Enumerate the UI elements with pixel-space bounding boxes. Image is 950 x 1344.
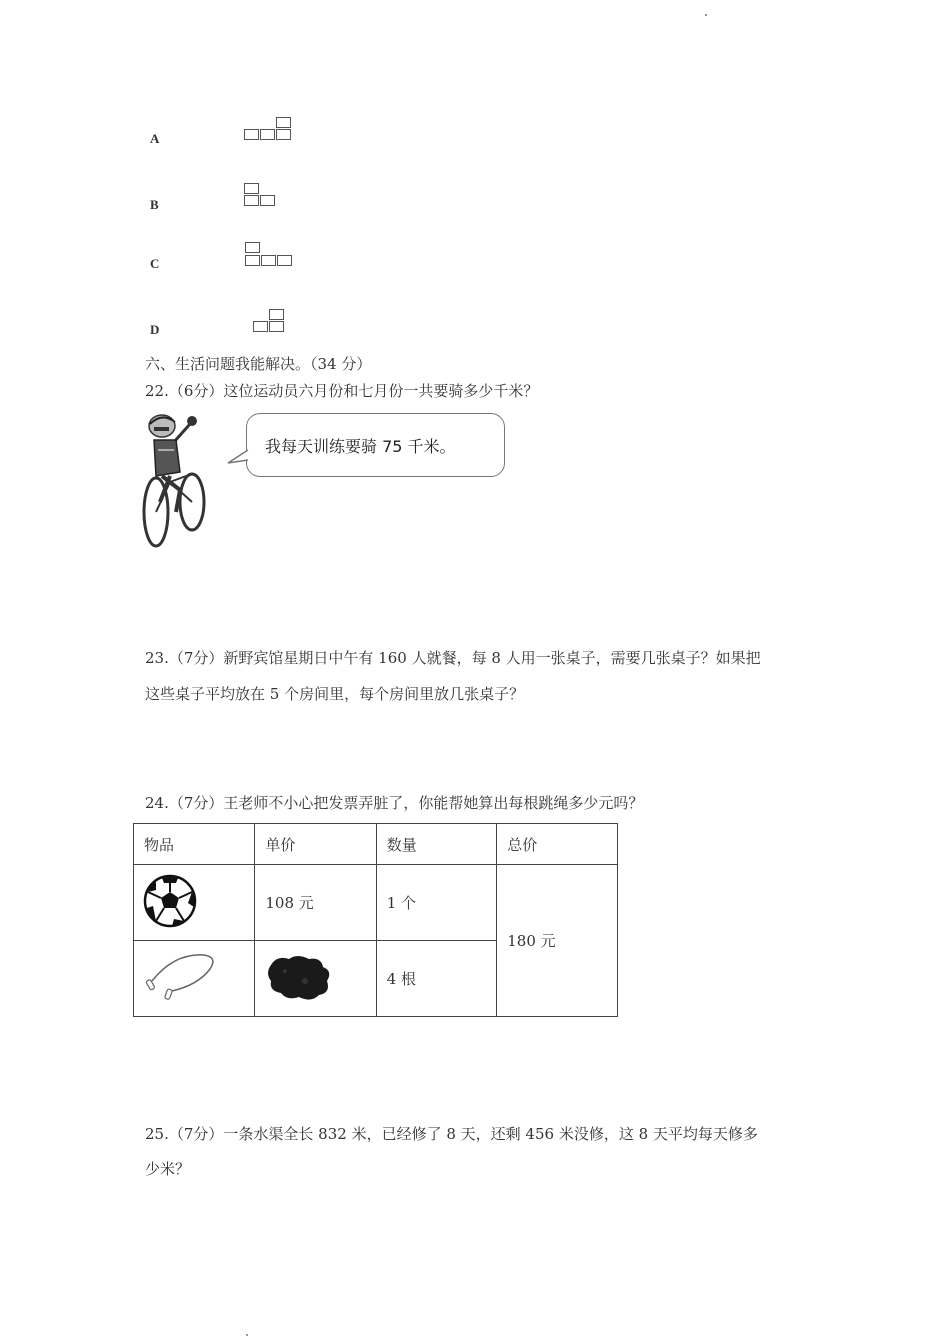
ink-stain-icon (265, 951, 335, 1003)
option-b-label: B (150, 197, 159, 212)
question-25-line1: 25.（7分）一条水渠全长 832 米，已经修了 8 天，还剩 456 米没修，这 8 天平均每天修多 (145, 1125, 758, 1143)
soccer-ball-icon (142, 873, 198, 929)
table-row (134, 865, 618, 941)
speech-bubble-tail (227, 448, 249, 468)
option-a-label: A (150, 131, 160, 146)
question-22: 22.（6分）这位运动员六月份和七月份一共要骑多少千米？ (145, 382, 539, 400)
table-header-row (134, 824, 618, 865)
unit-price-cell (255, 941, 376, 1017)
item-cell (134, 941, 255, 1017)
cyclist-illustration (140, 410, 215, 550)
question-23-line2: 这些桌子平均放在 5 个房间里，每个房间里放几张桌子？ (145, 685, 525, 703)
page-mark-top (705, 14, 707, 16)
total-price-cell: 180 元 (497, 865, 618, 1017)
header-total: 总价 (497, 824, 618, 865)
header-quantity: 数量 (376, 824, 497, 865)
invoice-table (133, 823, 618, 1017)
speech-bubble-text: 我每天训练要骑 75 千米。 (265, 437, 456, 456)
header-item: 物品 (134, 824, 255, 865)
section-title: 六、生活问题我能解决。（34 分） (145, 355, 372, 373)
header-unit-price: 单价 (255, 824, 376, 865)
quantity-cell: 1 个 (376, 865, 497, 941)
unit-price-cell: 108 元 (255, 865, 376, 941)
question-23-line1: 23.（7分）新野宾馆星期日中午有 160 人就餐，每 8 人用一张桌子，需要几张桌子？如果把 (145, 649, 761, 667)
quantity-cell: 4 根 (376, 941, 497, 1017)
option-d-label: D (150, 322, 160, 337)
question-24: 24.（7分）王老师不小心把发票弄脏了，你能帮她算出每根跳绳多少元吗？ (145, 794, 644, 812)
page-mark-bottom (246, 1334, 248, 1336)
jump-rope-icon (144, 951, 216, 1003)
question-25-line2: 少米？ (145, 1160, 191, 1178)
item-cell (134, 865, 255, 941)
option-c-label: C (150, 256, 160, 271)
